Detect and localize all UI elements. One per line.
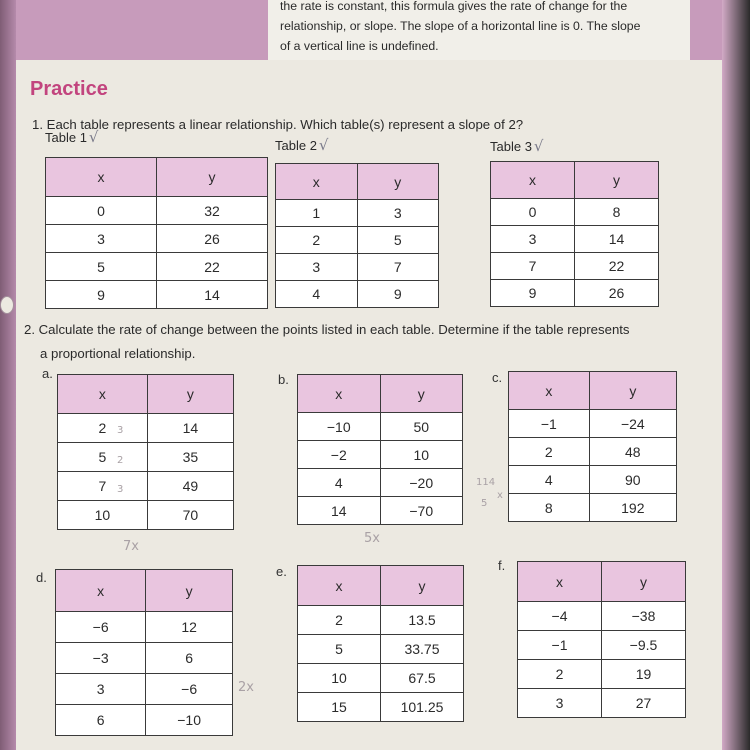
table-cell: 8 [509,494,590,522]
table-f [517,561,686,718]
table-cell: −2 [298,441,381,469]
table-header-y: y [357,164,439,200]
table-cell: 2 [298,606,381,635]
table-cell: 7 [58,472,148,501]
table-cell: 2 [509,438,590,466]
table-header-x: x [58,375,148,414]
table-2-label: Table 2 √ [275,136,329,154]
checkmark-icon: √ [88,128,99,146]
table-cell: 26 [157,225,268,253]
handwriting-b-5x: 5x [364,531,380,546]
table-cell: −70 [380,497,463,525]
table-cell: 48 [589,438,676,466]
table-cell: 70 [147,501,233,530]
table-cell: 27 [602,689,686,718]
table-header-x: x [298,566,381,606]
table-cell: 12 [146,612,233,643]
q1-table-3 [490,161,659,307]
table-cell: 192 [589,494,676,522]
table-cell: 26 [575,280,659,307]
table-header-x: x [298,375,381,413]
part-c-label: c. [492,370,503,385]
intro-line: relationship, or slope. The slope of a horizontal line is 0. The slope [280,19,641,33]
page-right-edge [722,0,750,750]
table-header-x: x [46,158,157,197]
handwriting-a-arrow: 3 [117,425,124,436]
table-cell: 0 [491,199,575,226]
table-cell: 3 [357,200,439,227]
handwriting-c-margin: 5 [481,498,488,509]
table-cell: −3 [56,643,146,674]
table-cell: 5 [46,253,157,281]
table-header-y: y [147,375,233,414]
table-cell: 5 [357,227,439,254]
part-f-label: f. [498,558,506,573]
table-header-x: x [491,162,575,199]
handwriting-a-arrow: 2 [117,455,124,466]
table-cell: 90 [589,466,676,494]
table-cell: 3 [276,254,358,281]
table-cell: 9 [357,281,439,308]
checkmark-icon: √ [533,137,544,155]
table-header-y: y [589,372,676,410]
intro-text [280,0,680,56]
table-cell: 67.5 [381,664,464,693]
table-cell: 7 [357,254,439,281]
table-cell: −1 [518,631,602,660]
table-e [297,565,464,722]
table-cell: 10 [380,441,463,469]
table-cell: 2 [518,660,602,689]
table-cell: 6 [56,705,146,736]
table-c [508,371,677,522]
table-cell: −4 [518,602,602,631]
table-a [57,374,234,530]
table-cell: −6 [146,674,233,705]
table-cell: 7 [491,253,575,280]
table-cell: 2 [276,227,358,254]
table-cell: 15 [298,693,381,722]
handwriting-c-margin: x [497,490,503,501]
table-cell: 22 [575,253,659,280]
handwriting-d-2x: 2x [238,680,254,695]
page-left-edge [0,0,16,750]
table-cell: 4 [276,281,358,308]
table-cell: 3 [56,674,146,705]
table-cell: 3 [491,226,575,253]
table-header-y: y [575,162,659,199]
handwriting-c-margin: 114 [476,477,496,488]
table-cell: 4 [298,469,381,497]
question-2-text: 2. Calculate the rate of change between the points listed in each table. Determine if the table represents [24,322,630,337]
table-3-label: Table 3 √ [490,137,544,155]
table-cell: 10 [58,501,148,530]
table-cell: 9 [46,281,157,309]
handwriting-a-7x: 7x [123,539,139,554]
table-cell: 101.25 [381,693,464,722]
table-cell: 50 [380,413,463,441]
table-cell: −9.5 [602,631,686,660]
binder-ring [0,296,14,314]
table-header-x: x [276,164,358,200]
question-1-text: 1. Each table represents a linear relationship. Which table(s) represent a slope of 2? [32,117,524,132]
table-cell: −20 [380,469,463,497]
table-cell: 33.75 [381,635,464,664]
table-header-x: x [56,570,146,612]
table-cell: 32 [157,197,268,225]
table-cell: 14 [147,414,233,443]
part-d-label: d. [36,570,47,585]
table-d [55,569,233,736]
table-cell: 2 [58,414,148,443]
table-cell: 5 [298,635,381,664]
table-header-y: y [380,375,463,413]
table-cell: 3 [518,689,602,718]
table-cell: 5 [58,443,148,472]
part-a-label: a. [42,366,53,381]
practice-heading: Practice [30,78,108,100]
table-header-y: y [157,158,268,197]
table-cell: 0 [46,197,157,225]
handwriting-a-arrow: 3 [117,484,124,495]
table-cell: 14 [157,281,268,309]
table-cell: 19 [602,660,686,689]
table-cell: −1 [509,410,590,438]
table-header-x: x [509,372,590,410]
question-2-text-cont: a proportional relationship. [40,346,196,361]
table-cell: 4 [509,466,590,494]
table-cell: −10 [146,705,233,736]
table-cell: 6 [146,643,233,674]
table-cell: 8 [575,199,659,226]
table-header-x: x [518,562,602,602]
table-header-y: y [602,562,686,602]
table-cell: −38 [602,602,686,631]
table-cell: 35 [147,443,233,472]
table-cell: −10 [298,413,381,441]
table-cell: 22 [157,253,268,281]
table-cell: −6 [56,612,146,643]
table-cell: 10 [298,664,381,693]
table-cell: 13.5 [381,606,464,635]
q1-table-2 [275,163,439,308]
intro-line: of a vertical line is undefined. [280,39,439,53]
checkmark-icon: √ [318,136,329,154]
table-cell: 9 [491,280,575,307]
table-cell: 1 [276,200,358,227]
table-cell: 14 [298,497,381,525]
part-e-label: e. [276,564,287,579]
table-cell: 3 [46,225,157,253]
table-cell: 49 [147,472,233,501]
table-1-label: Table 1 √ [45,128,99,146]
table-b [297,374,463,525]
table-header-y: y [146,570,233,612]
table-cell: 14 [575,226,659,253]
q1-table-1 [45,157,268,309]
part-b-label: b. [278,372,289,387]
intro-line: the rate is constant, this formula gives the rate of change for the [280,0,628,13]
table-cell: −24 [589,410,676,438]
table-header-y: y [381,566,464,606]
